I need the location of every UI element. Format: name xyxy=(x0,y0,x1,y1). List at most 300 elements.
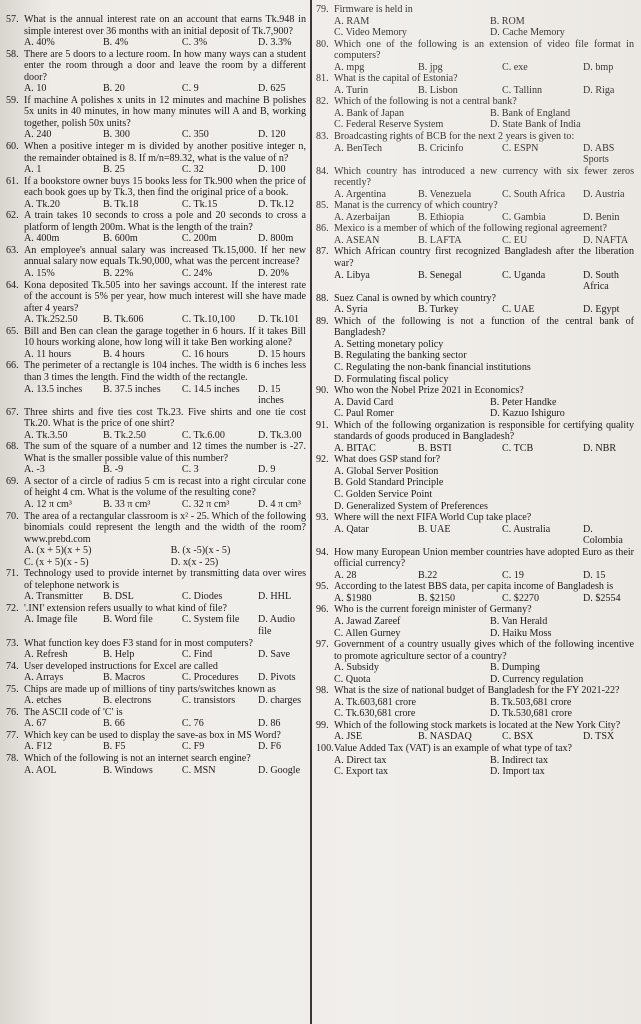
answer-options xyxy=(6,314,306,326)
question-number: 96. xyxy=(316,604,329,616)
answer-option: D. Egypt xyxy=(583,304,620,316)
question-header xyxy=(6,407,306,430)
question-text: Who is the current foreign minister of Germany? xyxy=(334,604,532,616)
answer-option: A. Turin xyxy=(334,84,369,96)
right-column xyxy=(316,4,634,778)
question-number: 77. xyxy=(6,729,19,741)
question-item xyxy=(6,14,306,49)
question-number: 76. xyxy=(6,706,19,718)
question-number: 92. xyxy=(316,454,329,466)
question-text: An employee's annual salary was increased Tk.15,000. If her new annual salary now equals Tk.90,000, what was the percent increase? xyxy=(24,244,306,268)
answer-options xyxy=(6,718,306,730)
question-number: 73. xyxy=(6,637,19,649)
question-item xyxy=(316,316,634,385)
answer-option: D. 15 xyxy=(583,569,606,581)
answer-option: C. Diodes xyxy=(181,591,223,603)
question-number: 88. xyxy=(316,292,329,304)
answer-option: D. Tk.3.00 xyxy=(258,429,302,441)
answer-option: A. $1980 xyxy=(334,592,372,604)
answer-option: C. Find xyxy=(181,649,213,661)
answer-option: A. -3 xyxy=(24,464,45,476)
answer-option: A. Azerbaijan xyxy=(334,211,391,223)
answer-option: C. 14.5 inches xyxy=(181,383,240,395)
answer-options xyxy=(316,443,634,455)
answer-option: B. -9 xyxy=(102,464,124,476)
answer-option: C. Tk.6.00 xyxy=(181,429,225,441)
answer-options xyxy=(316,189,634,201)
answer-option: D. Austria xyxy=(583,188,625,200)
question-number: 78. xyxy=(6,753,19,764)
answer-options xyxy=(6,430,306,442)
answer-option: D. 120 xyxy=(258,129,286,141)
answer-option: D. Currency regulation xyxy=(490,673,584,685)
question-number: 83. xyxy=(316,131,329,143)
answer-option: D. Tk.101 xyxy=(258,314,300,326)
question-text: Manat is the currency of which country? xyxy=(334,200,498,212)
answer-options xyxy=(316,662,634,685)
answer-options xyxy=(6,765,306,777)
answer-option: B.22 xyxy=(418,569,438,581)
answer-options xyxy=(316,339,634,385)
answer-option: C. Tk.15 xyxy=(181,198,218,210)
question-header xyxy=(316,512,634,524)
answer-option: B. Help xyxy=(102,649,135,661)
answer-option: C. 24% xyxy=(181,268,213,280)
question-header xyxy=(316,685,634,697)
answer-option: D. bmp xyxy=(583,61,614,73)
answer-option: B. Van Herald xyxy=(490,615,548,627)
answer-options xyxy=(6,164,306,176)
answer-option: B. Macros xyxy=(102,672,146,684)
question-header xyxy=(316,4,634,16)
answer-option: B. 66 xyxy=(102,718,125,730)
answer-option: D. Colombia xyxy=(583,523,623,547)
answer-option: A. etches xyxy=(24,695,62,707)
answer-option: A. Arrays xyxy=(24,672,64,684)
answer-options xyxy=(6,268,306,280)
question-item xyxy=(316,604,634,639)
question-item xyxy=(316,547,634,582)
answer-options xyxy=(6,37,306,49)
answer-option: D. ABS Sports xyxy=(583,142,615,166)
question-text: Which country has introduced a new currency with six fewer zeros recently? xyxy=(334,165,634,189)
answer-options xyxy=(6,591,306,603)
question-number: 93. xyxy=(316,512,329,524)
answer-option: A. Argentina xyxy=(334,188,386,200)
answer-option: B. Windows xyxy=(102,764,153,776)
question-header xyxy=(6,441,306,464)
answer-options xyxy=(6,464,306,476)
answer-option: D. Riga xyxy=(583,84,615,96)
answer-option: D. Tk.12 xyxy=(258,198,295,210)
answer-option: A. 11 hours xyxy=(24,348,72,360)
question-number: 59. xyxy=(6,94,19,106)
question-number: 71. xyxy=(6,568,19,580)
answer-option: D. Audio file xyxy=(258,614,296,637)
question-number: 97. xyxy=(316,639,329,651)
answer-option: B. 300 xyxy=(102,129,130,141)
answer-option: B. BSTI xyxy=(418,442,452,454)
question-text: The ASCII code of 'C' is xyxy=(24,706,123,718)
answer-option: D. Pivots xyxy=(258,672,296,684)
answer-option: C. 32 π cm³ xyxy=(181,498,230,510)
answer-option: B. Regulating the banking sector xyxy=(334,350,467,362)
question-number: 67. xyxy=(6,406,19,418)
question-number: 86. xyxy=(316,223,329,235)
question-number: 60. xyxy=(6,141,19,153)
answer-option: A. (x + 5)(x + 5) xyxy=(24,545,92,557)
question-text: What is the capital of Estonia? xyxy=(334,73,458,85)
question-item xyxy=(316,581,634,604)
answer-option: C. Video Memory xyxy=(334,27,407,39)
question-number: 81. xyxy=(316,73,329,85)
question-number: 84. xyxy=(316,165,329,177)
answer-option: B. ROM xyxy=(490,15,525,27)
answer-option: D. 625 xyxy=(258,83,286,95)
question-header xyxy=(6,326,306,349)
question-item xyxy=(6,141,306,176)
column-divider xyxy=(310,0,312,1024)
question-text: If machine A polishes x units in 12 minutes and machine B polishes 5x units in 40 minutes, in how many minutes will A and B, working together, polish 50x units? xyxy=(24,94,306,129)
answer-option: D. Import tax xyxy=(490,766,545,778)
answer-options xyxy=(6,614,306,637)
answer-options xyxy=(316,616,634,639)
answer-options xyxy=(6,695,306,707)
answer-options xyxy=(316,397,634,420)
answer-options xyxy=(316,143,634,166)
answer-option: D. Google xyxy=(258,764,301,776)
question-header xyxy=(6,568,306,591)
answer-options xyxy=(316,270,634,293)
answer-option: C. 3% xyxy=(181,37,208,49)
question-header xyxy=(6,210,306,233)
question-text: According to the latest BBS data, per capita income of Bangladesh is xyxy=(334,581,614,593)
question-item xyxy=(6,245,306,280)
answer-option: D. Cache Memory xyxy=(490,27,565,39)
answer-options xyxy=(316,62,634,74)
answer-options xyxy=(316,731,634,743)
answer-options xyxy=(316,235,634,247)
question-number: 95. xyxy=(316,581,329,593)
question-item xyxy=(6,210,306,245)
answer-option: C. Australia xyxy=(502,523,551,535)
question-header xyxy=(316,39,634,62)
answer-option: A. 10 xyxy=(24,83,47,95)
answer-option: A. Jawad Zareef xyxy=(334,615,401,627)
answer-option: C. Procedures xyxy=(181,672,239,684)
answer-option: C. 9 xyxy=(181,83,199,95)
answer-option: B. 37.5 inches xyxy=(102,383,161,395)
answer-option: A. Setting monetary policy xyxy=(334,338,444,350)
answer-option: B. Tk.606 xyxy=(102,314,144,326)
question-number: 75. xyxy=(6,683,19,695)
question-number: 89. xyxy=(316,315,329,327)
answer-option: B. Senegal xyxy=(418,269,462,281)
answer-option: B. Word file xyxy=(102,614,153,626)
answer-option: A. 400m xyxy=(24,233,60,245)
answer-option: D. charges xyxy=(258,695,302,707)
answer-option: B. Venezuela xyxy=(418,188,472,200)
answer-option: B. 22% xyxy=(102,268,134,280)
answer-option: B. Lisbon xyxy=(418,84,458,96)
answer-option: A. 13.5 inches xyxy=(24,383,83,395)
question-header xyxy=(316,547,634,570)
answer-option: C. exe xyxy=(502,61,528,73)
answer-options xyxy=(316,570,634,582)
answer-option: D. Formulating fiscal policy xyxy=(334,373,449,385)
answer-option: C. Allen Gurney xyxy=(334,627,401,639)
answer-option: A. 67 xyxy=(24,718,47,730)
answer-option: B. Tk.503,681 crore xyxy=(490,696,572,708)
answer-option: D. TSX xyxy=(583,731,615,743)
answer-option: D. 20% xyxy=(258,268,289,280)
answer-option: A. Bank of Japan xyxy=(334,107,405,119)
question-text: '.INI' extension refers usually to what kind of file? xyxy=(24,602,227,614)
question-header xyxy=(316,581,634,593)
question-text: Suez Canal is owned by which country? xyxy=(334,292,497,304)
answer-option: A. 28 xyxy=(334,569,357,581)
question-text: Which of the following is not a function of the central bank of Bangladesh? xyxy=(334,315,634,339)
answer-option: A. Qatar xyxy=(334,523,369,535)
answer-option: C. EU xyxy=(502,234,528,246)
question-number: 62. xyxy=(6,210,19,222)
answer-option: D. 15 hours xyxy=(258,348,306,360)
answer-option: B. Tk.2.50 xyxy=(102,429,146,441)
answer-options xyxy=(6,83,306,95)
answer-option: A. F12 xyxy=(24,741,53,753)
question-text: Broadcasting rights of BCB for the next 2 years is given to: xyxy=(334,131,575,143)
answer-options xyxy=(6,545,306,568)
question-item xyxy=(6,441,306,476)
question-item xyxy=(6,326,306,361)
answer-options xyxy=(6,499,306,511)
question-text: Which of the following is not an internet search engine? xyxy=(24,753,251,764)
question-number: 68. xyxy=(6,441,19,453)
answer-option: A. 15% xyxy=(24,268,55,280)
question-item xyxy=(316,685,634,720)
question-number: 91. xyxy=(316,419,329,431)
answer-option: A. RAM xyxy=(334,15,370,27)
answer-option: D. NBR xyxy=(583,442,617,454)
answer-options xyxy=(316,16,634,39)
answer-option: D. 9 xyxy=(258,464,276,476)
question-number: 99. xyxy=(316,719,329,731)
question-header xyxy=(316,246,634,269)
answer-option: C. 32 xyxy=(181,164,204,176)
question-text: Value Added Tax (VAT) is an example of what type of tax? xyxy=(334,743,573,754)
answer-option: D. NAFTA xyxy=(583,234,629,246)
question-header xyxy=(316,743,634,755)
question-number: 74. xyxy=(6,660,19,672)
question-item xyxy=(6,661,306,684)
answer-option: C. 16 hours xyxy=(181,348,229,360)
answer-option: A. Direct tax xyxy=(334,754,387,766)
question-item xyxy=(316,639,634,685)
question-text: Which of the following organization is responsible for certifying quality standards of goods produced in Bangladesh? xyxy=(334,419,634,443)
answer-option: D. South Africa xyxy=(583,269,619,293)
answer-option: B. NASDAQ xyxy=(418,731,472,743)
question-item xyxy=(6,730,306,753)
answer-option: C. System file xyxy=(181,614,240,626)
answer-options xyxy=(316,697,634,720)
answer-option: D. 86 xyxy=(258,718,281,730)
question-text: Which key can be used to display the save-as box in MS Word? xyxy=(24,729,281,741)
answer-options xyxy=(316,755,634,778)
answer-option: D. Generalized System of Preferences xyxy=(334,500,488,512)
answer-options xyxy=(6,349,306,361)
question-header xyxy=(6,603,306,615)
question-item xyxy=(6,176,306,211)
question-text: Government of a country usually gives which of the following incentive to promote agriculture sector of a country? xyxy=(334,639,634,662)
question-header xyxy=(316,223,634,235)
question-text: There are 5 doors to a lecture room. In how many ways can a student enter the room through a door and leave the room by a different door? xyxy=(24,48,306,83)
question-text: Kona deposited Tk.505 into her savings account. If the interest rate of the account is 5% per year, how much interest will she have made after 4 years? xyxy=(24,279,306,314)
question-item xyxy=(6,511,306,569)
answer-option: C. Golden Service Point xyxy=(334,488,433,500)
answer-option: D. Kazuo Ishiguro xyxy=(490,408,565,420)
answer-option: C. Quota xyxy=(334,673,371,685)
question-number: 87. xyxy=(316,246,329,258)
answer-option: C. $2270 xyxy=(502,592,540,604)
question-header xyxy=(316,316,634,339)
question-item xyxy=(316,166,634,201)
left-column xyxy=(6,14,306,776)
question-number: 90. xyxy=(316,385,329,397)
answer-options xyxy=(6,233,306,245)
answer-option: D. 800m xyxy=(258,233,294,245)
question-item xyxy=(316,385,634,420)
answer-option: C. Tk.630,681 crore xyxy=(334,708,416,720)
question-header xyxy=(6,511,306,546)
question-header xyxy=(6,141,306,164)
question-text: Technology used to provide internet by transmitting data over wires of telephone network is xyxy=(24,568,306,591)
question-text: The area of a rectangular classroom is x² - 25. Which of the following binomials could represent the length and the width of the room? www.prebd.com xyxy=(24,510,307,545)
question-item xyxy=(6,360,306,406)
question-item xyxy=(6,684,306,707)
answer-options xyxy=(316,212,634,224)
question-item xyxy=(6,638,306,661)
question-item xyxy=(316,293,634,316)
answer-option: B. Dumping xyxy=(490,662,540,674)
question-text: Bill and Ben can clean the garage together in 6 hours. If it takes Bill 10 hours working alone, how long will it take Ben working alone? xyxy=(24,325,306,349)
answer-option: D. F6 xyxy=(258,741,282,753)
answer-option: B. LAFTA xyxy=(418,234,462,246)
question-header xyxy=(6,684,306,696)
answer-option: C. F9 xyxy=(181,741,205,753)
question-text: A train takes 10 seconds to cross a pole and 20 seconds to cross a platform of length 200m. What is the length of the train? xyxy=(24,210,306,233)
question-text: Which of the following is not a central bank? xyxy=(334,96,517,108)
question-header xyxy=(316,639,634,662)
question-number: 94. xyxy=(316,546,329,558)
question-header xyxy=(6,360,306,383)
question-text: When a positive integer m is divided by another positive integer n, the remainder obtained is 8. If m/n=89.32, what is the value of n? xyxy=(24,141,306,164)
question-text: Who won the Nobel Prize 2021 in Economics? xyxy=(334,385,524,397)
question-header xyxy=(6,49,306,84)
question-text: Where will the next FIFA World Cup take place? xyxy=(334,512,532,524)
question-header xyxy=(6,476,306,499)
question-text: If a bookstore owner buys 15 books less for Tk.900 when the price of each book goes up by Tk.3, then find the original price of a book. xyxy=(24,175,306,199)
question-item xyxy=(6,568,306,603)
answer-option: A. Subsidy xyxy=(334,662,379,674)
question-header xyxy=(6,707,306,719)
answer-option: D. HHL xyxy=(258,591,292,603)
answer-option: C. BSX xyxy=(502,731,534,743)
question-header xyxy=(316,420,634,443)
answer-option: A. Tk.20 xyxy=(24,198,60,210)
question-text: The perimeter of a rectangle is 104 inches. The width is 6 inches less than 3 times the length. Find the width of the rectangle. xyxy=(24,360,306,383)
question-number: 58. xyxy=(6,48,19,60)
answer-option: B. Peter Handke xyxy=(490,396,557,408)
question-text: A sector of a circle of radius 5 cm is recast into a right circular cone of height 4 cm. What is the volume of the resulting cone? xyxy=(24,475,306,499)
answer-option: B. (x -5)(x - 5) xyxy=(170,545,231,557)
question-text: Which one of the following is an extension of video file format in computers? xyxy=(334,38,634,62)
answer-option: B. UAE xyxy=(418,523,451,535)
question-item xyxy=(316,512,634,547)
answer-option: A. mpg xyxy=(334,61,365,73)
answer-option: C. (x + 5)(x - 5) xyxy=(24,556,89,568)
question-item xyxy=(6,476,306,511)
question-item xyxy=(316,246,634,292)
answer-option: A. 40% xyxy=(24,37,55,49)
answer-options xyxy=(6,129,306,141)
question-item xyxy=(6,603,306,638)
answer-options xyxy=(6,384,306,407)
question-header xyxy=(316,604,634,616)
answer-option: C. 350 xyxy=(181,129,209,141)
question-number: 98. xyxy=(316,685,329,697)
answer-option: D. Tk.530,681 crore xyxy=(490,708,572,720)
answer-option: A. ASEAN xyxy=(334,234,380,246)
answer-option: C. 19 xyxy=(502,569,524,581)
answer-option: A. BITAC xyxy=(334,442,376,454)
answer-option: C. UAE xyxy=(502,304,535,316)
answer-option: C. TCB xyxy=(502,442,534,454)
answer-option: C. 3 xyxy=(181,464,199,476)
answer-option: B. DSL xyxy=(102,591,134,603)
answer-option: D. 4 π cm³ xyxy=(258,498,301,510)
answer-option: C. Tallinn xyxy=(502,84,543,96)
question-header xyxy=(6,280,306,315)
answer-options xyxy=(316,108,634,131)
question-number: 80. xyxy=(316,38,329,50)
answer-option: B. electrons xyxy=(102,695,152,707)
answer-option: A. Tk.3.50 xyxy=(24,429,68,441)
answer-option: A. 1 xyxy=(24,164,42,176)
question-number: 82. xyxy=(316,96,329,108)
question-header xyxy=(6,245,306,268)
question-text: User developed instructions for Excel are called xyxy=(24,660,218,672)
question-text: How many European Union member countries have adopted Euro as their official currency? xyxy=(334,546,634,570)
question-text: What is the size of national budget of Bangladesh for the FY 2021-22? xyxy=(334,685,620,697)
answer-option: B. 33 π cm³ xyxy=(102,498,151,510)
answer-option: C. Gambia xyxy=(502,211,546,223)
answer-option: B. Ethiopia xyxy=(418,211,464,223)
question-item xyxy=(6,407,306,442)
question-number: 79. xyxy=(316,4,329,15)
answer-option: C. Tk.10,100 xyxy=(181,314,235,326)
answer-option: B. 4% xyxy=(102,37,129,49)
question-number: 70. xyxy=(6,510,19,522)
question-item xyxy=(316,73,634,96)
question-number: 69. xyxy=(6,475,19,487)
answer-option: A. JSE xyxy=(334,731,363,743)
answer-option: D. Haiku Moss xyxy=(490,627,552,639)
question-header xyxy=(6,753,306,765)
answer-option: D. State Bank of India xyxy=(490,119,581,131)
question-item xyxy=(6,49,306,95)
answer-options xyxy=(6,672,306,684)
question-item xyxy=(6,707,306,730)
